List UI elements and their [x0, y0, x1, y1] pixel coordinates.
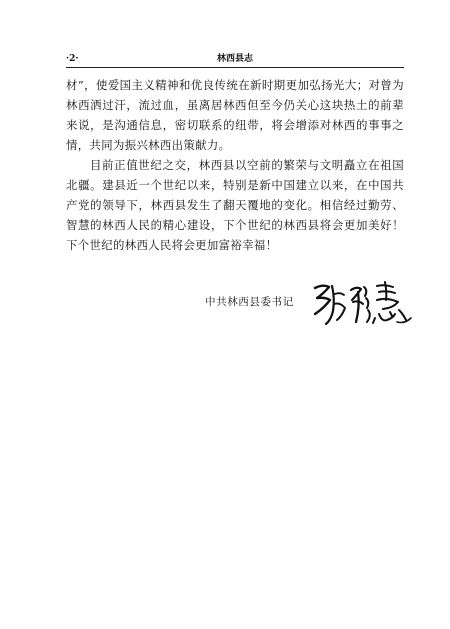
signoff-block: [205, 278, 425, 338]
page-header: [66, 52, 404, 66]
header-rule: [66, 67, 404, 68]
handwritten-signature: [309, 278, 414, 330]
paragraph-continued: 材”，使爱国主义精神和优良传统在新时期更加弘扬光大；对曾为林西洒过汗，流过血，虽离居林西但至今仍关心这块热土的前辈来说，是沟通信息，密切联系的纽带，将会增添对林西的事事之情，共同为振兴林西出策献力。: [66, 78, 404, 152]
running-title: 林西县志: [216, 54, 253, 64]
body-text: [66, 75, 404, 255]
signer-title: 中共林西县委书记: [205, 296, 294, 308]
page-number: ·2·: [66, 54, 79, 64]
paragraph: 目前正值世纪之交，林西县以空前的繁荣与文明矗立在祖国北疆。建县近一个世纪以来，特别是新中国建立以来，在中国共产党的领导下，林西县发生了翻天覆地的变化。相信经过勤劳、智慧的林西人民的精心建设，下个世纪的林西县将会更加美好！下个世纪的林西人民将会更加富裕幸福！: [66, 158, 404, 252]
